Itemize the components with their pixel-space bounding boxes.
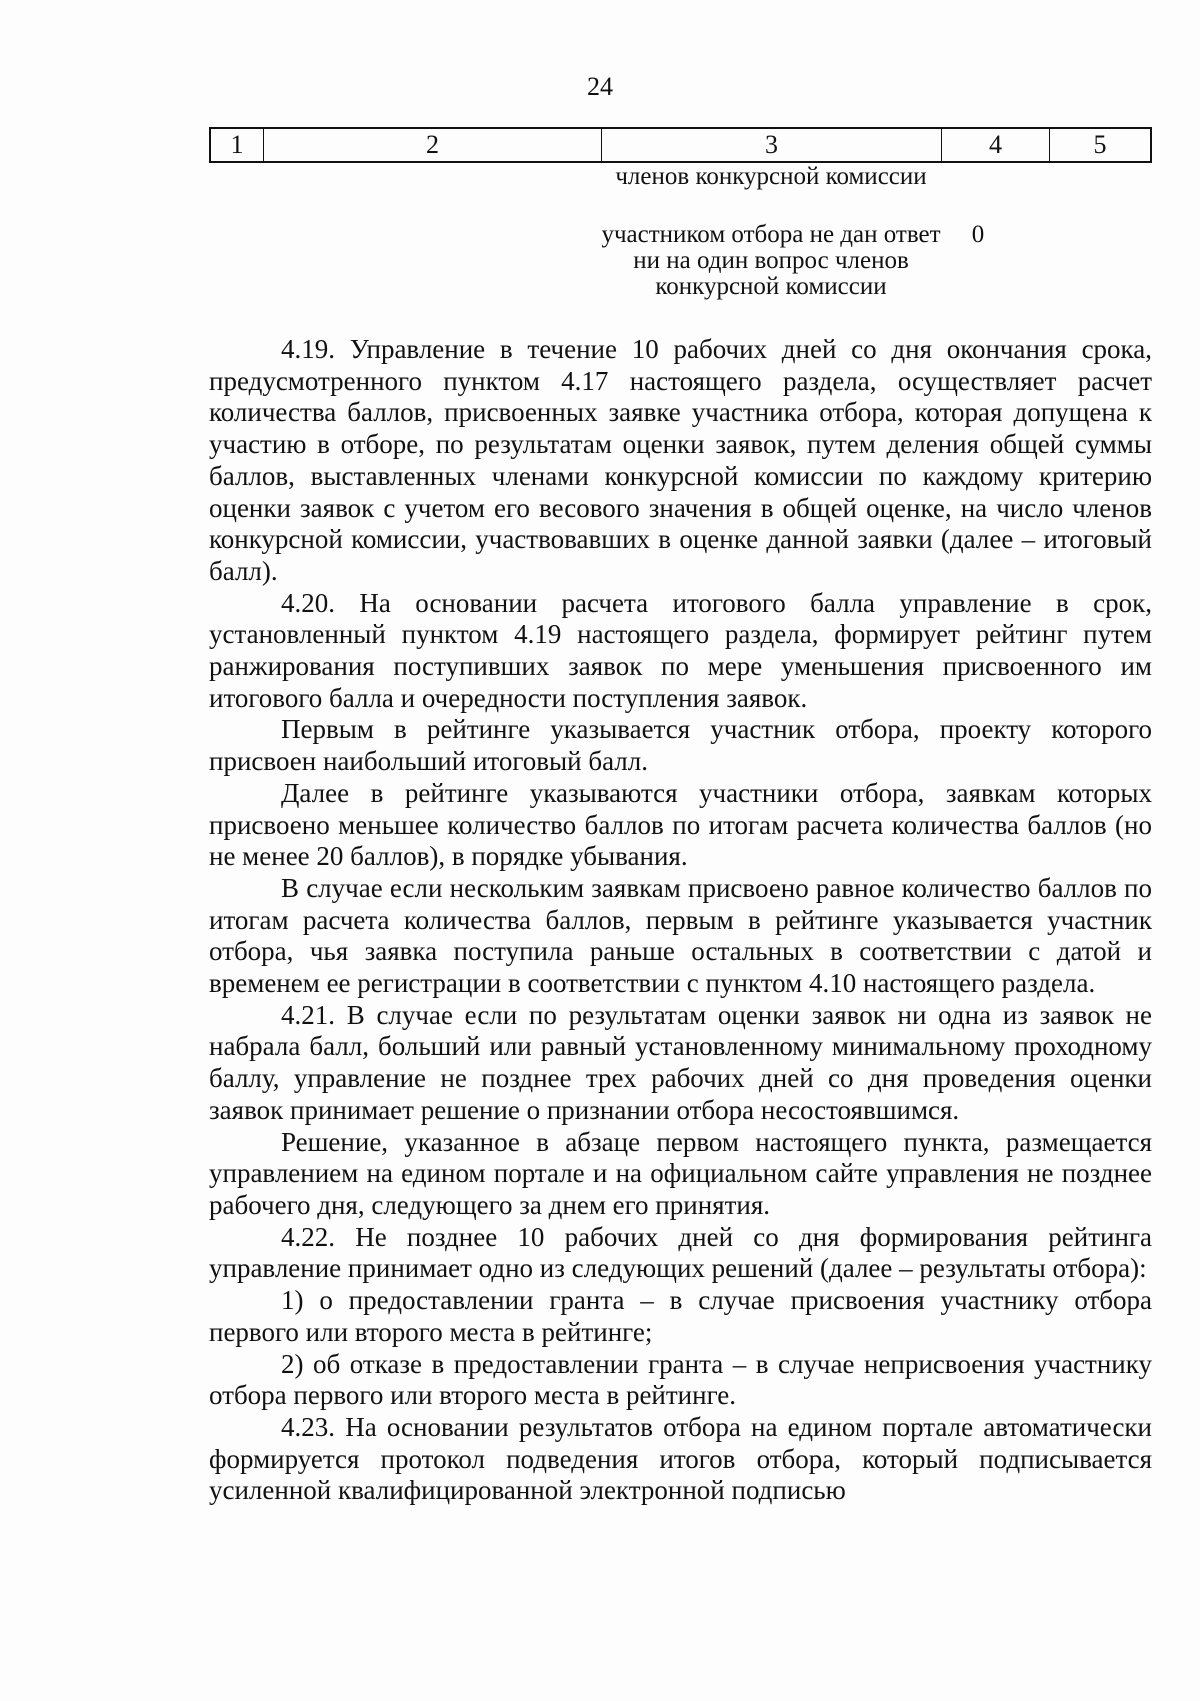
document-body bbox=[209, 334, 1152, 1507]
criterion-text: участником отбора не дан ответ ни на один вопрос членов конкурсной комиссии bbox=[601, 221, 941, 300]
paragraph: 4.19. Управление в течение 10 рабочих дней со дня окончания срока, предусмотренного пунктом 4.17 настоящего раздела, осуществляет расчет количества баллов, присвоенных заявке участника отбора, которая допущена к участию в отборе, по результатам оценки заявок, путем деления общей суммы баллов, выставленных членами конкурсной комиссии по каждому критерию оценки заявок с учетом его весового значения в общей оценке, на число членов конкурсной комиссии, участвовавших в оценке данной заявки (далее – итоговый балл). bbox=[209, 334, 1152, 586]
criterion-text: членов конкурсной комиссии bbox=[615, 163, 927, 190]
column-number-cell: 2 bbox=[264, 129, 602, 161]
criterion-score: 0 bbox=[971, 221, 985, 248]
column-number-cell: 3 bbox=[602, 129, 942, 161]
column-number-header bbox=[209, 127, 1152, 163]
paragraph: 4.23. На основании результатов отбора на едином портале автоматически формируется протокол подведения итогов отбора, который подписывается усиленной квалифицированной электронной подписью bbox=[209, 1411, 1152, 1506]
column-number-cell: 4 bbox=[942, 129, 1050, 161]
column-number-cell: 5 bbox=[1093, 130, 1107, 159]
paragraph: 1) о предоставлении гранта – в случае присвоения участнику отбора первого или второго места в рейтинге; bbox=[209, 1285, 1152, 1347]
paragraph: Далее в рейтинге указываются участники отбора, заявкам которых присвоено меньшее количество баллов по итогам расчета количества баллов (но не менее 20 баллов), в порядке убывания. bbox=[209, 777, 1152, 872]
paragraph: 2) об отказе в предоставлении гранта – в случае неприсвоения участнику отбора первого или второго места в рейтинге. bbox=[209, 1348, 1152, 1411]
paragraph: 4.22. Не позднее 10 рабочих дней со дня формирования рейтинга управление принимает одно из следующих решений (далее – результаты отбора): bbox=[209, 1221, 1152, 1284]
paragraph: 4.21. В случае если по результатам оценки заявок ни одна из заявок не набрала балл, больший или равный установленному минимальному проходному баллу, управление не позднее трех рабочих дней со дня проведения оценки заявок принимает решение о признании отбора несостоявшимся. bbox=[209, 999, 1152, 1125]
column-number-cell: 1 bbox=[211, 129, 264, 161]
paragraph: Решение, указанное в абзаце первом настоящего пункта, размещается управлением на едином портале и на официальном сайте управления не позднее рабочего дня, следующего за днем его принятия. bbox=[209, 1126, 1152, 1220]
page-number: 24 bbox=[587, 72, 613, 101]
paragraph: 4.20. На основании расчета итогового балла управление в срок, установленный пунктом 4.19 настоящего раздела, формирует рейтинг путем ранжирования поступивших заявок по мере уменьшения присвоенного им итогового балла и очередности поступления заявок. bbox=[209, 587, 1152, 713]
paragraph: Первым в рейтинге указывается участник отбора, проекту которого присвоен наибольший итоговый балл. bbox=[209, 714, 1152, 777]
paragraph: В случае если нескольким заявкам присвоено равное количество баллов по итогам расчета количества баллов, первым в рейтинге указывается участник отбора, чья заявка поступила раньше остальных в соответствии с датой и временем ее регистрации в соответствии с пунктом 4.10 настоящего раздела. bbox=[209, 872, 1152, 999]
